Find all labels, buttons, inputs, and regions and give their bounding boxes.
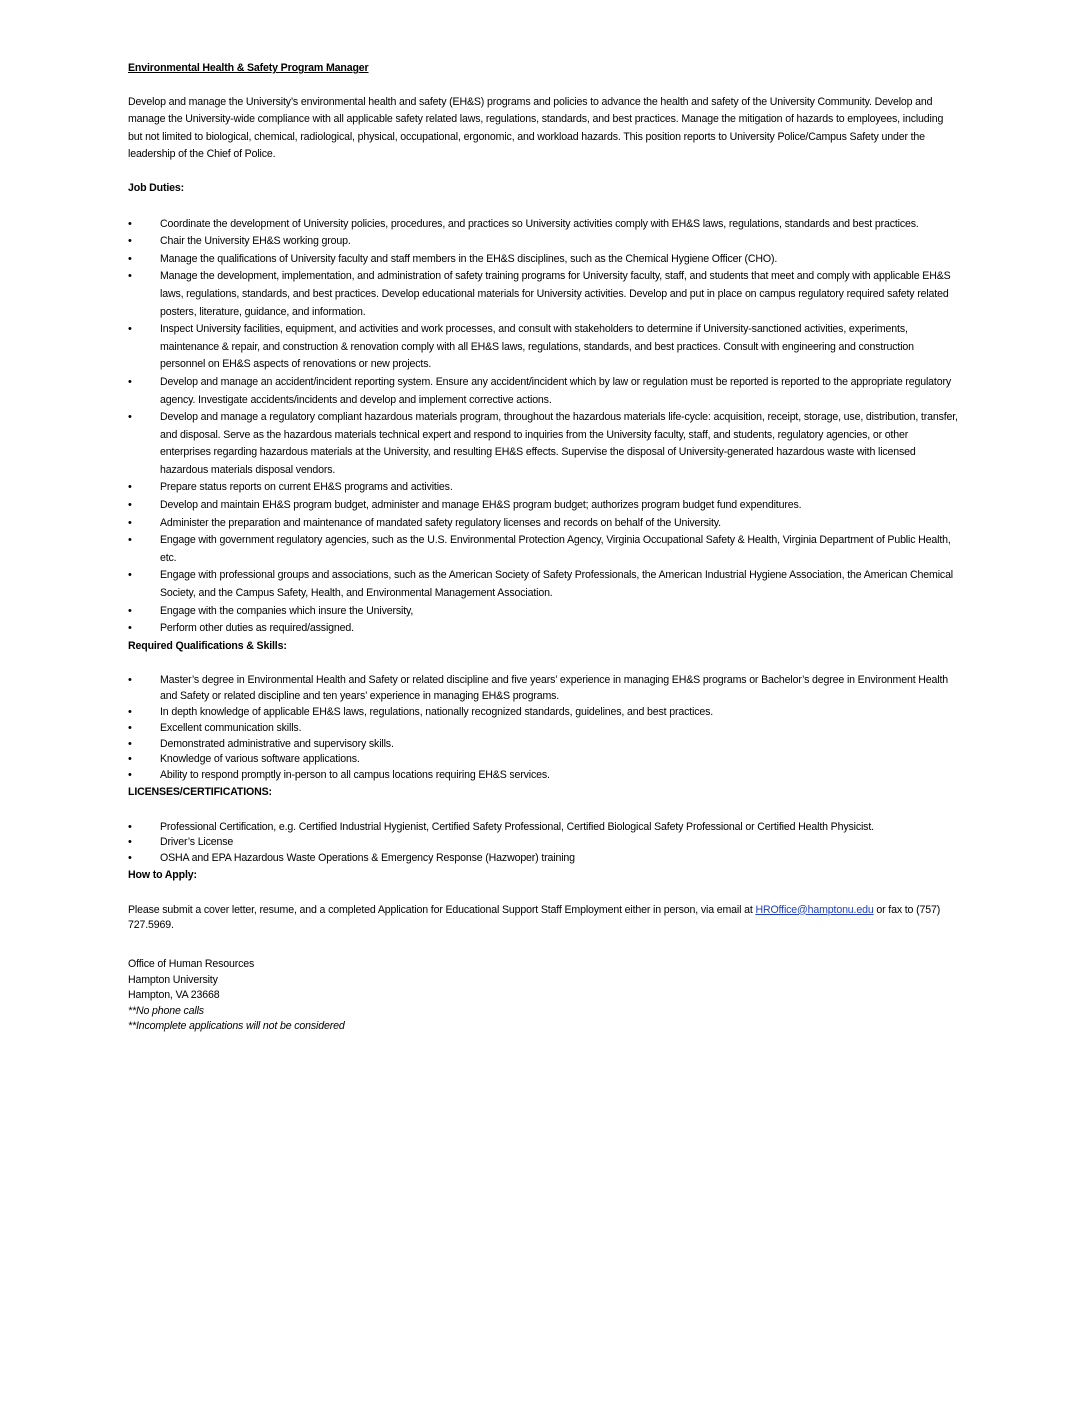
list-item-text: Coordinate the development of University policies, procedures, and practices so University activities comply with EH&S laws, regulations, standards and best practices.: [160, 217, 919, 230]
list-item: [128, 409, 960, 479]
bullet-icon: •: [128, 235, 132, 248]
email-link[interactable]: HROffice@hamptonu.edu: [755, 903, 874, 916]
bullet-icon: •: [128, 737, 132, 750]
address-university: Hampton University: [128, 973, 218, 986]
list-item-text: Driver’s License: [160, 836, 234, 849]
qualifications-list: [128, 673, 960, 784]
address-office: Office of Human Resources: [128, 958, 255, 971]
address-city: Hampton, VA 23668: [128, 989, 220, 1002]
list-item: [128, 479, 960, 497]
list-item: [128, 532, 960, 567]
list-item: [128, 321, 960, 374]
list-item-text: Administer the preparation and maintenance of mandated safety regulatory licenses and records on behalf of the University.: [160, 516, 721, 529]
list-item: [128, 705, 960, 721]
bullet-icon: •: [128, 852, 132, 865]
bullet-icon: •: [128, 604, 132, 617]
bullet-icon: •: [128, 252, 132, 265]
list-item: [128, 497, 960, 515]
bullet-icon: •: [128, 375, 132, 388]
list-item: [128, 820, 960, 836]
list-item-text: Engage with government regulatory agencies, such as the U.S. Environmental Protection Agency, Virginia Occupational Safety & Health, Virginia Department of Public Health, etc.: [160, 534, 951, 564]
list-item: [128, 567, 960, 602]
list-item: [128, 374, 960, 409]
list-item: [128, 673, 960, 705]
list-item-text: Develop and manage an accident/incident reporting system. Ensure any accident/incident which by law or regulation must be reported is reported to the appropriate regulatory agency. Investigate accidents/incidents and develop and implement corrective actions.: [160, 375, 951, 406]
bullet-icon: •: [128, 569, 132, 582]
list-item-text: Knowledge of various software applications.: [160, 753, 360, 766]
list-item: [128, 603, 960, 621]
contact-address: [128, 957, 960, 1034]
list-item-text: Excellent communication skills.: [160, 721, 302, 734]
bullet-icon: •: [128, 534, 132, 547]
list-item-text: Manage the development, implementation, and administration of safety training programs for University faculty, staff, and students that meet and comply with applicable EH&S laws, regulations, standards, and best practices. Develop educational materials for University activities. Develop and put in place on campus regulatory required safety related posters, literature, guidance, and information.: [160, 270, 951, 318]
bullet-icon: •: [128, 820, 132, 833]
bullet-icon: •: [128, 721, 132, 734]
list-item: [128, 216, 960, 234]
list-item: [128, 721, 960, 737]
list-item-text: Manage the qualifications of University faculty and staff members in the EH&S disciplines, such as the Chemical Hygiene Officer (CHO).: [160, 252, 778, 265]
apply-text-after: or fax to (757) 727.5969.: [128, 903, 941, 931]
note-no-phone: **No phone calls: [128, 1004, 204, 1017]
qualifications-heading: Required Qualifications & Skills:: [128, 639, 287, 652]
bullet-icon: •: [128, 769, 132, 782]
job-description: Develop and manage the University’s environmental health and safety (EH&S) programs and policies to advance the health and safety of the University Community. Develop and manage the University-wide compliance with all applicable safety related laws, regulations, standards, and best practices. Manage the mitigation of hazards to employees, including but not limited to biological, chemical, radiological, physical, occupational, ergonomic, and workload hazards. This position reports to University Police/Campus Safety under the leadership of the Chief of Police.: [128, 95, 944, 161]
list-item-text: Engage with the companies which insure the University,: [160, 604, 414, 617]
list-item-text: Ability to respond promptly in-person to all campus locations requiring EH&S services.: [160, 769, 550, 782]
list-item-text: Professional Certification, e.g. Certified Industrial Hygienist, Certified Safety Professional, Certified Biological Safety Professional or Certified Health Physicist.: [160, 820, 874, 833]
bullet-icon: •: [128, 753, 132, 766]
licenses-list: [128, 820, 960, 867]
bullet-icon: •: [128, 516, 132, 529]
bullet-icon: •: [128, 836, 132, 849]
job-duties-heading: Job Duties:: [128, 181, 185, 194]
document-content: [128, 60, 960, 1034]
list-item: [128, 268, 960, 321]
bullet-icon: •: [128, 481, 132, 494]
list-item-text: Engage with professional groups and associations, such as the American Society of Safety Professionals, the American Industrial Hygiene Association, the American Chemical Society, and the Campus Safety, Health, and Environmental Management Association.: [160, 569, 954, 600]
list-item-text: OSHA and EPA Hazardous Waste Operations & Emergency Response (Hazwoper) training: [160, 852, 575, 865]
list-item: [128, 835, 960, 851]
list-item: [128, 233, 960, 251]
bullet-icon: •: [128, 499, 132, 512]
list-item-text: Perform other duties as required/assigned.: [160, 622, 354, 635]
list-item-text: In depth knowledge of applicable EH&S laws, regulations, nationally recognized standards, guidelines, and best practices.: [160, 706, 714, 718]
list-item-text: Prepare status reports on current EH&S programs and activities.: [160, 481, 453, 494]
list-item: [128, 752, 960, 768]
list-item: [128, 737, 960, 753]
how-to-apply-text: [128, 903, 960, 934]
bullet-icon: •: [128, 270, 132, 283]
how-to-apply-heading: How to Apply:: [128, 868, 197, 881]
list-item-text: Chair the University EH&S working group.: [160, 235, 351, 248]
bullet-icon: •: [128, 323, 132, 336]
list-item: [128, 515, 960, 533]
list-item: [128, 620, 960, 638]
job-title: Environmental Health & Safety Program Manager: [128, 62, 369, 74]
job-duties-list: [128, 216, 960, 638]
bullet-icon: •: [128, 411, 132, 424]
note-incomplete: **Incomplete applications will not be considered: [128, 1020, 345, 1032]
list-item-text: Develop and manage a regulatory compliant hazardous materials program, throughout the hazardous materials life-cycle: acquisition, receipt, storage, use, distribution, transfer, and disposal. Serve as the hazardous materials technical expert and respond to inquiries from the University faculty, staff, and students, regulatory agencies, or other enterprises regarding hazardous materials at the University, and resulting EH&S effects. Supervise the disposal of University-generated hazardous waste with licensed hazardous materials disposal vendors.: [160, 411, 958, 476]
bullet-icon: •: [128, 217, 132, 230]
bullet-icon: •: [128, 674, 132, 687]
list-item: [128, 251, 960, 269]
list-item: [128, 768, 960, 784]
bullet-icon: •: [128, 706, 132, 718]
bullet-icon: •: [128, 622, 132, 635]
list-item-text: Demonstrated administrative and supervisory skills.: [160, 737, 394, 750]
list-item-text: Inspect University facilities, equipment, and activities and work processes, and consult with stakeholders to determine if University-sanctioned activities, experiments, maintenance & repair, and construction & renovation comply with all EH&S laws, regulations, standards, and best practices. Consult with engineering and construction personnel on EH&S aspects of renovations or new projects.: [160, 323, 914, 371]
list-item-text: Master’s degree in Environmental Health and Safety or related discipline and five years’ experience in managing EH&S programs or Bachelor’s degree in Environment Health and Safety or related discipline and ten years’ experience in managing EH&S programs.: [160, 674, 949, 703]
licenses-heading: LICENSES/CERTIFICATIONS:: [128, 785, 272, 798]
list-item: [128, 851, 960, 867]
apply-text-before: Please submit a cover letter, resume, and a completed Application for Educational Support Staff Employment either in person, via email at: [128, 903, 756, 916]
list-item-text: Develop and maintain EH&S program budget, administer and manage EH&S program budget; authorizes program budget fund expenditures.: [160, 499, 802, 512]
